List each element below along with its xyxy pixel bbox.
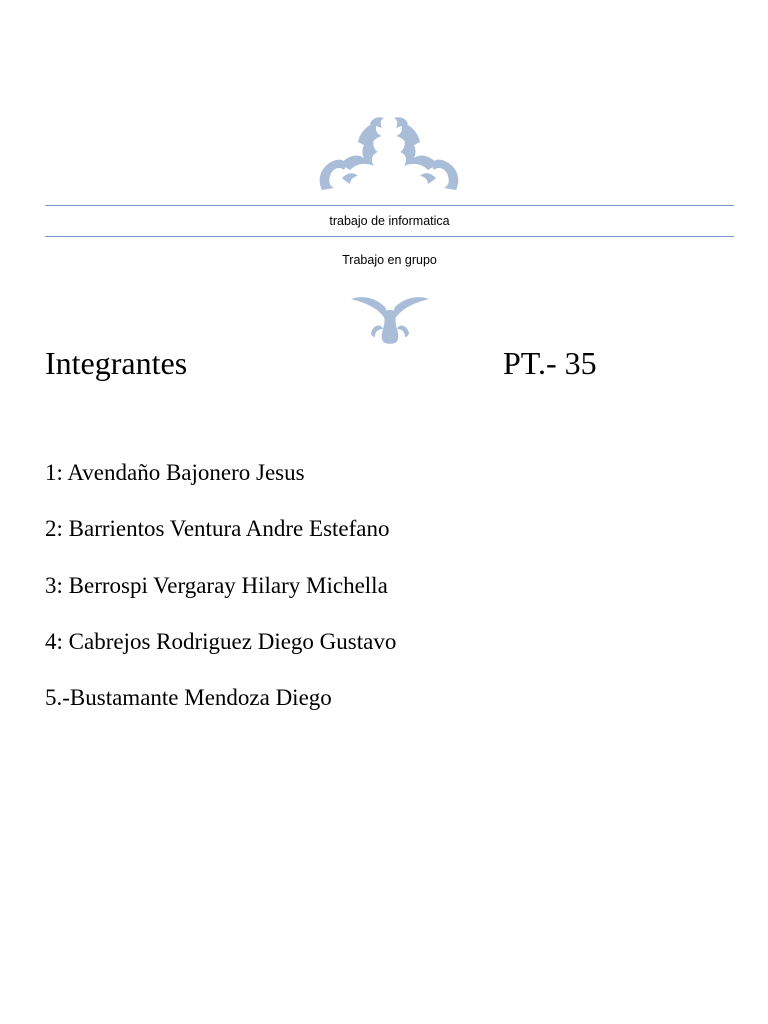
member-item-2: 2: Barrientos Ventura Andre Estefano — [45, 516, 390, 542]
document-title: trabajo de informatica — [329, 214, 450, 228]
members-list — [45, 457, 734, 738]
member-item-4: 4: Cabrejos Rodriguez Diego Gustavo — [45, 628, 397, 654]
members-heading: Integrantes — [45, 345, 188, 381]
member-item-3: 3: Berrospi Vergaray Hilary Michella — [45, 572, 388, 598]
bottom-divider-line — [45, 236, 734, 237]
group-code: PT.- 35 — [503, 345, 597, 381]
top-divider-line — [45, 205, 734, 206]
fleur-ornament-icon — [349, 293, 431, 345]
member-item-1: 1: Avendaño Bajonero Jesus — [45, 460, 305, 485]
heading-row — [45, 343, 734, 387]
member-item-5: 5.-Bustamante Mendoza Diego — [45, 685, 332, 711]
document-subtitle: Trabajo en grupo — [342, 253, 437, 267]
flourish-ornament-icon — [314, 114, 464, 194]
